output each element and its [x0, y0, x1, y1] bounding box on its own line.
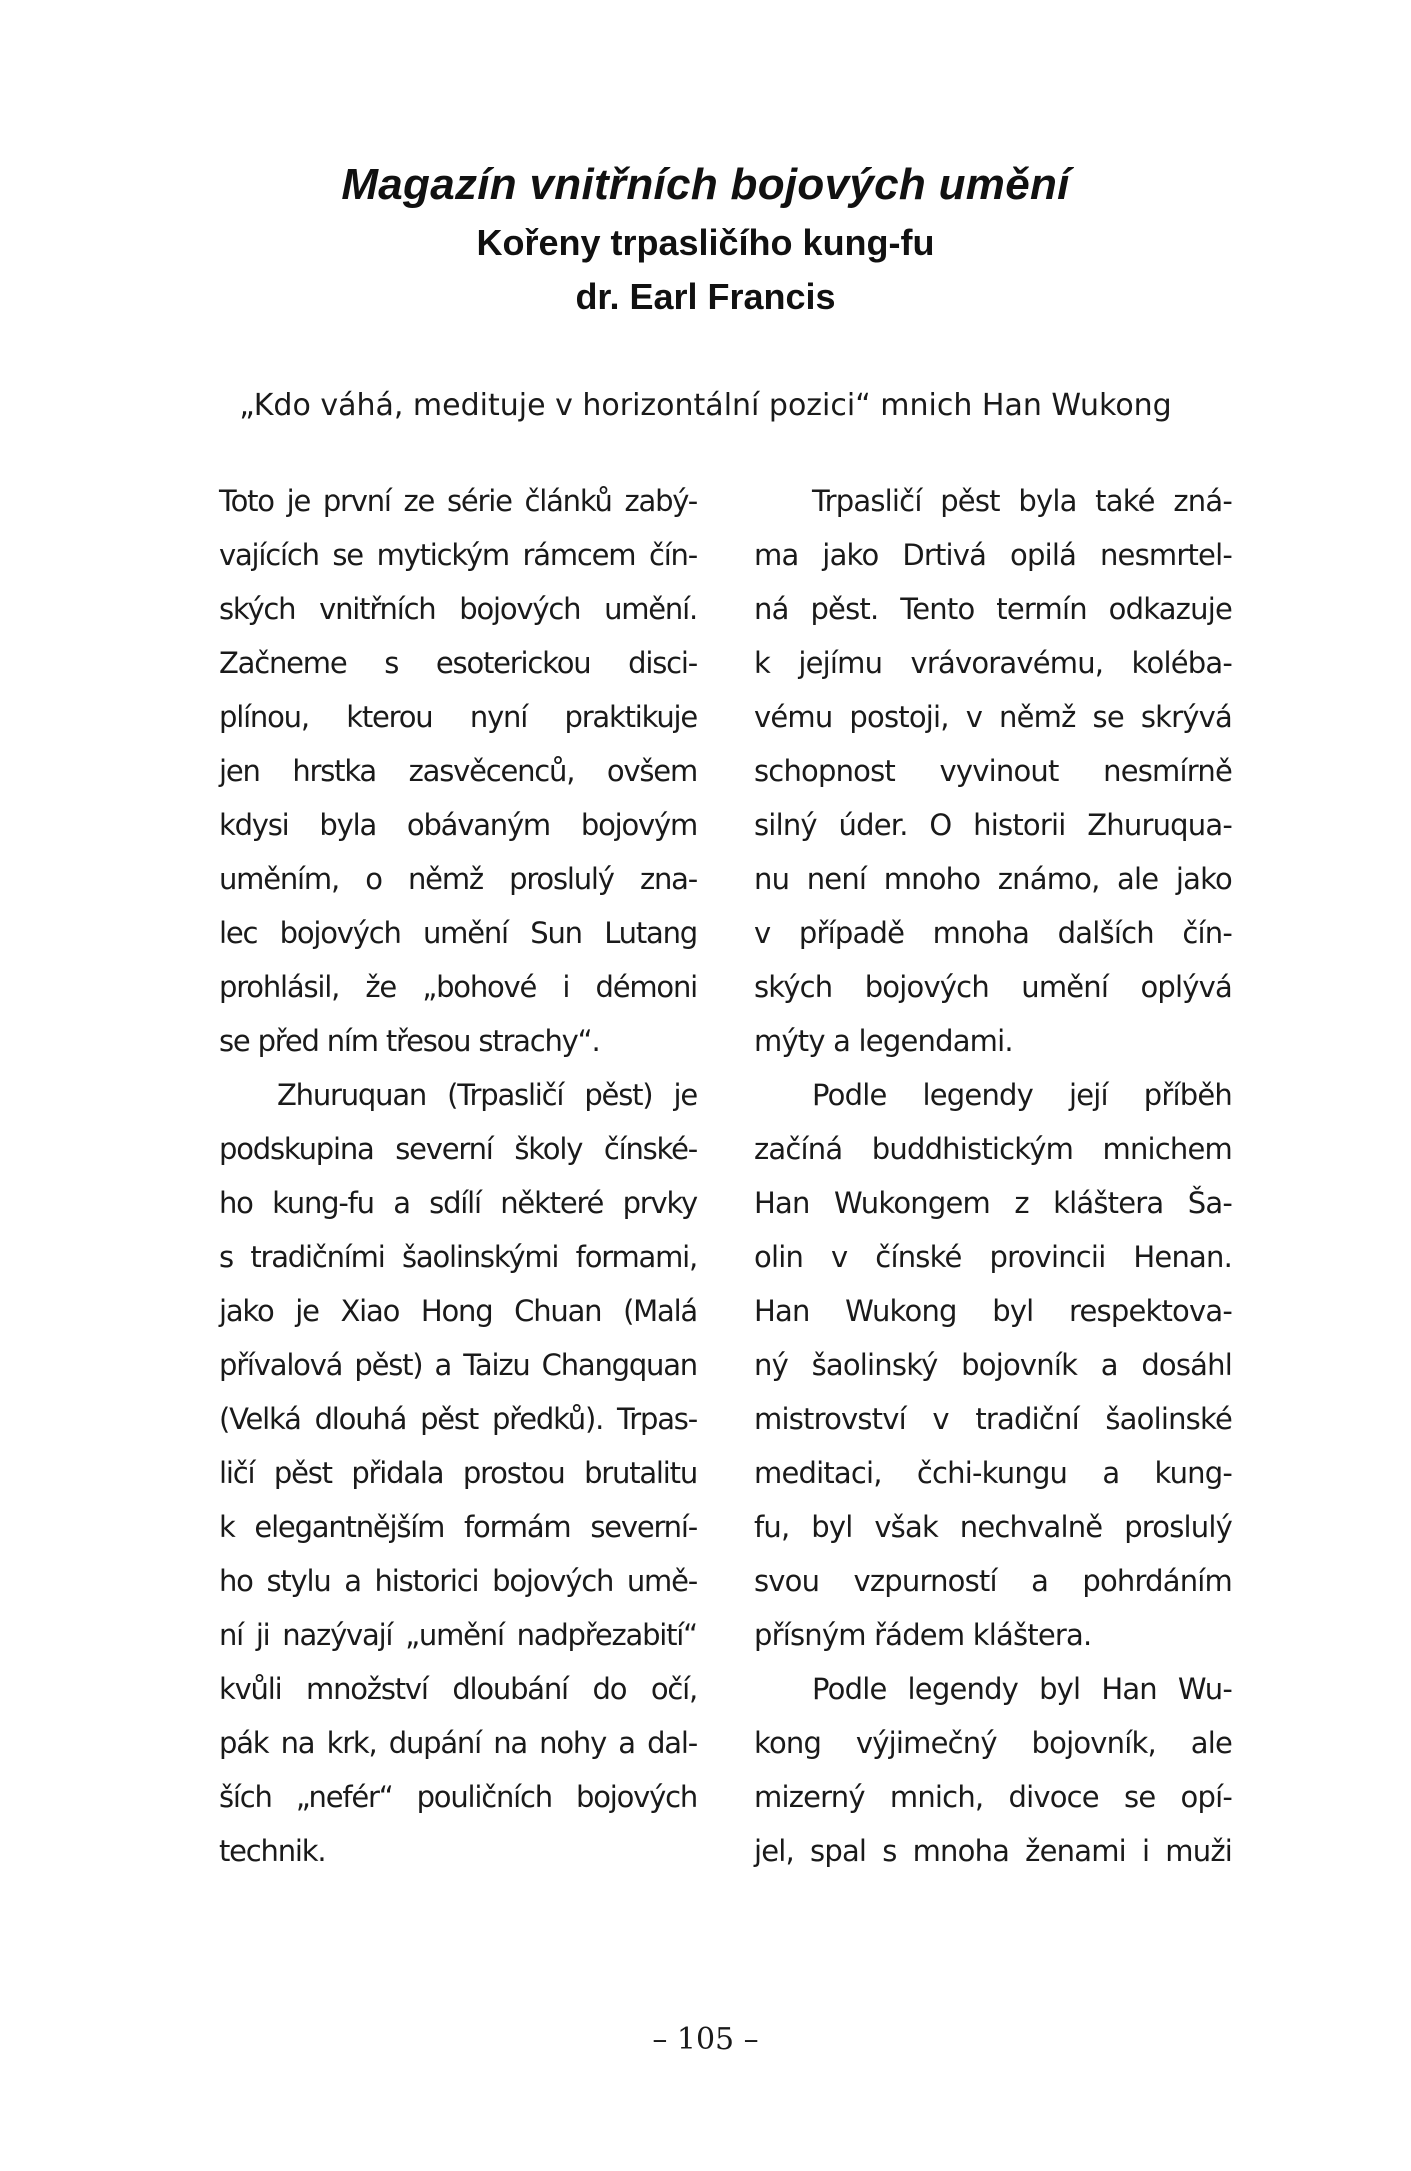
epigraph-quote: „Kdo váhá, medituje v horizontální pozici“ mnich Han Wukong: [239, 388, 1172, 423]
text-line: mistrovství v tradiční šaolinské: [754, 1402, 1232, 1436]
text-line: jel, spal s mnoha ženami i muži: [754, 1834, 1232, 1868]
text-line: podskupina severní školy čínské-: [219, 1132, 697, 1166]
text-line: pák na krk, dupání na nohy a dal-: [219, 1726, 697, 1760]
left-text-column: [219, 474, 697, 1878]
text-line: k jejímu vrávoravému, koléba-: [754, 646, 1232, 680]
text-line: v případě mnoha dalších čín-: [754, 916, 1232, 950]
text-line: vajících se mytickým rámcem čín-: [219, 538, 697, 572]
text-line: ma jako Drtivá opilá nesmrtel-: [754, 538, 1232, 572]
text-line: ších „nefér“ pouličních bojových: [219, 1780, 697, 1814]
text-line: schopnost vyvinout nesmírně: [754, 754, 1232, 788]
right-text-column: [754, 474, 1232, 1878]
text-line: se před ním třesou strachy“.: [219, 1024, 600, 1058]
text-line: lec bojových umění Sun Lutang: [219, 916, 697, 950]
text-line: kvůli množství dloubání do očí,: [219, 1672, 697, 1706]
text-line: Zhuruquan (Trpasličí pěst) je: [277, 1078, 697, 1112]
magazine-title: Magazín vnitřních bojových umění: [341, 160, 1070, 209]
text-line: ličí pěst přidala prostou brutalitu: [219, 1456, 697, 1490]
text-line: Podle legendy byl Han Wu-: [812, 1672, 1232, 1706]
text-line: silný úder. O historii Zhuruqua-: [754, 808, 1232, 842]
text-line: olin v čínské provincii Henan.: [754, 1240, 1232, 1274]
text-line: vému postoji, v němž se skrývá: [754, 700, 1232, 734]
text-line: kdysi byla obávaným bojovým: [219, 808, 697, 842]
article-title: Kořeny trpasličího kung-fu: [476, 222, 935, 263]
text-line: ho stylu a historici bojových umě-: [219, 1564, 697, 1598]
text-line: fu, byl však nechvalně proslulý: [754, 1510, 1232, 1544]
text-line: Han Wukongem z kláštera Ša-: [754, 1186, 1232, 1220]
text-line: (Velká dlouhá pěst předků). Trpas-: [219, 1402, 697, 1436]
text-line: ní ji nazývají „umění nadpřezabití“: [219, 1618, 697, 1652]
text-line: kong výjimečný bojovník, ale: [754, 1726, 1232, 1760]
text-line: mýty a legendami.: [754, 1024, 1013, 1058]
text-line: přívalová pěst) a Taizu Changquan: [219, 1348, 697, 1382]
text-line: ný šaolinský bojovník a dosáhl: [754, 1348, 1232, 1382]
text-line: ských vnitřních bojových umění.: [219, 592, 697, 626]
text-line: nu není mnoho známo, ale jako: [754, 862, 1232, 896]
text-line: přísným řádem kláštera.: [754, 1618, 1092, 1652]
text-line: Podle legendy její příběh: [812, 1078, 1232, 1112]
author-name: dr. Earl Francis: [575, 276, 836, 317]
text-line: jen hrstka zasvěcenců, ovšem: [219, 754, 697, 788]
text-line: ho kung-fu a sdílí některé prvky: [219, 1186, 697, 1220]
text-line: plínou, kterou nyní praktikuje: [219, 700, 697, 734]
text-line: Toto je první ze série článků zabý-: [219, 484, 697, 518]
text-line: Trpasličí pěst byla také zná-: [812, 484, 1232, 518]
text-line: s tradičními šaolinskými formami,: [219, 1240, 697, 1274]
text-line: ských bojových umění oplývá: [754, 970, 1232, 1004]
text-line: začíná buddhistickým mnichem: [754, 1132, 1232, 1166]
text-line: Začneme s esoterickou disci-: [219, 646, 697, 680]
text-line: technik.: [219, 1834, 326, 1868]
text-line: k elegantnějším formám severní-: [219, 1510, 697, 1544]
text-line: svou vzpurností a pohrdáním: [754, 1564, 1232, 1598]
text-line: meditaci, čchi-kungu a kung-: [754, 1456, 1232, 1490]
page-number: – 105 –: [652, 2022, 759, 2057]
text-line: prohlásil, že „bohové i démoni: [219, 970, 697, 1004]
text-line: mizerný mnich, divoce se opí-: [754, 1780, 1232, 1814]
text-line: Han Wukong byl respektova-: [754, 1294, 1232, 1328]
text-line: ná pěst. Tento termín odkazuje: [754, 592, 1232, 626]
text-line: uměním, o němž proslulý zna-: [219, 862, 697, 896]
text-line: jako je Xiao Hong Chuan (Malá: [219, 1294, 697, 1328]
